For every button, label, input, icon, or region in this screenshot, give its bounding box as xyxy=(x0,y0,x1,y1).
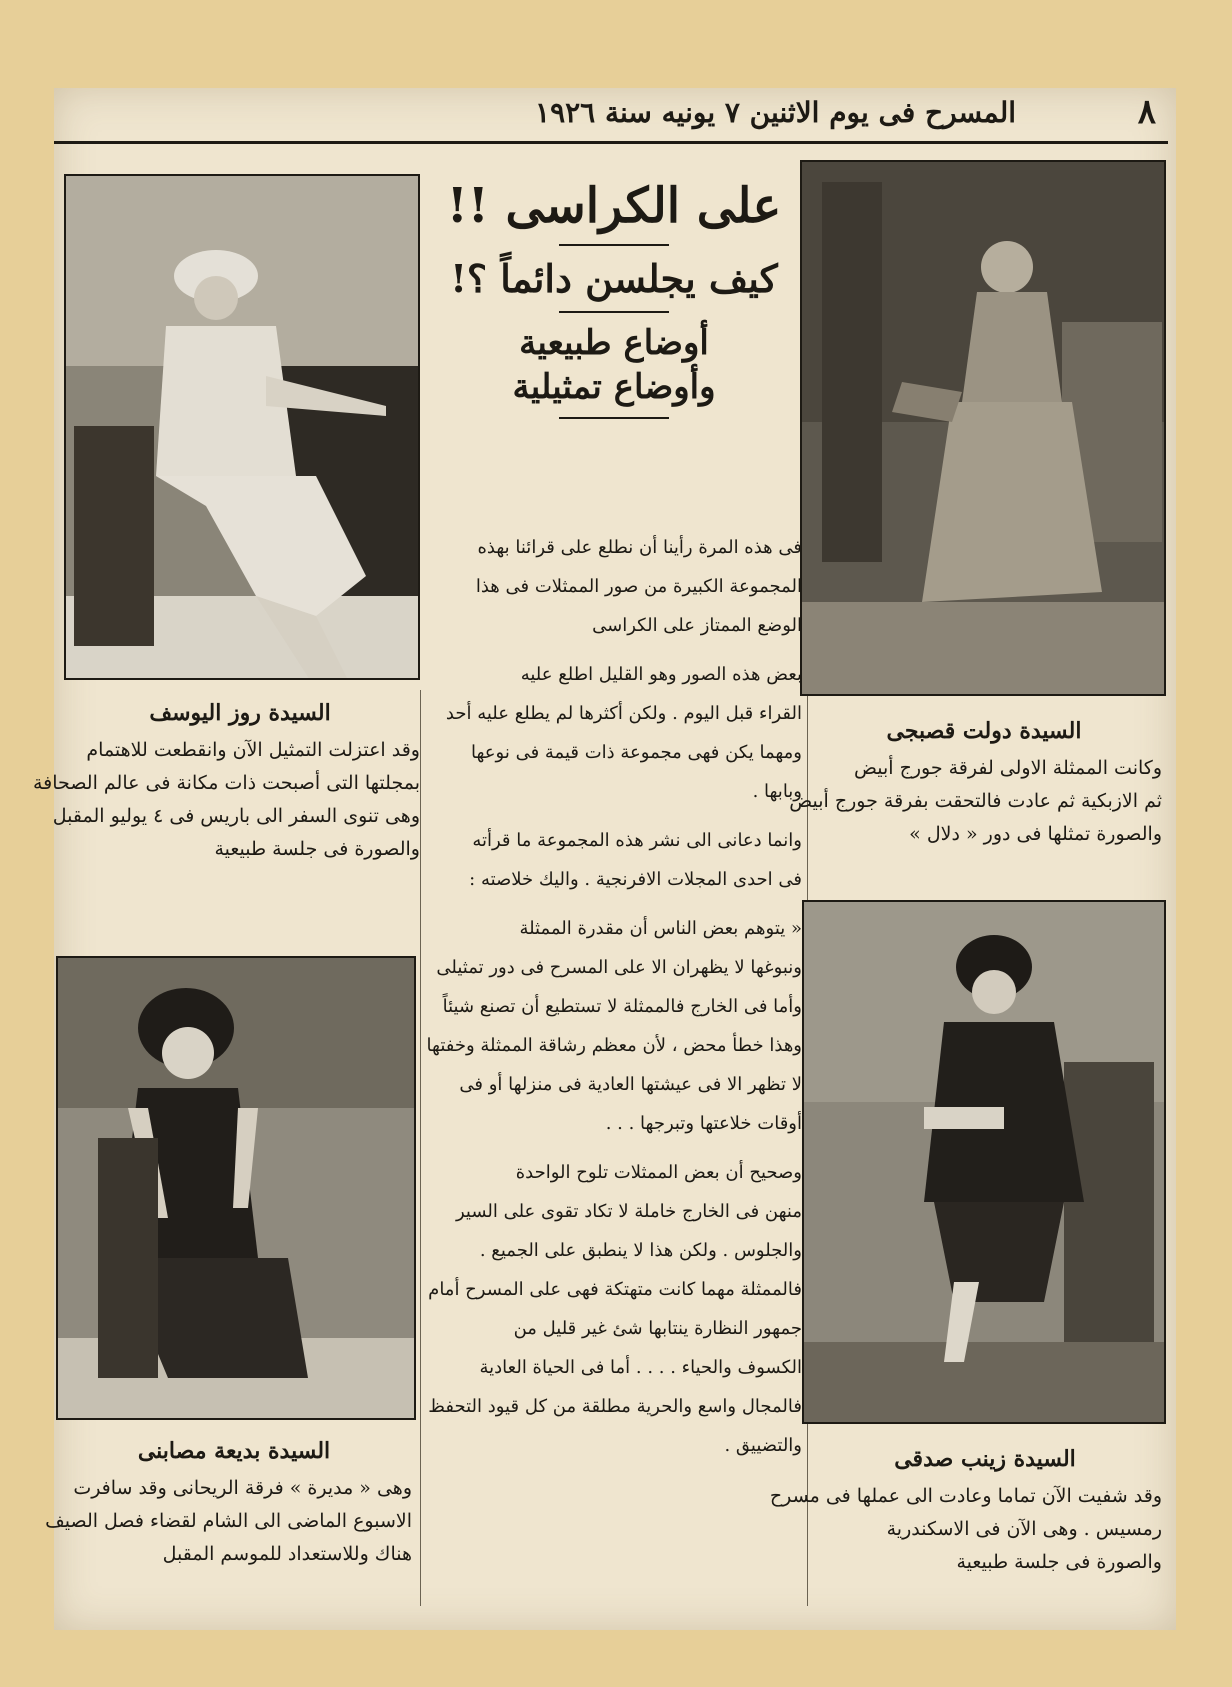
headline-separator xyxy=(559,417,669,419)
text-line: وبابها . xyxy=(752,781,802,802)
article-paragraph xyxy=(426,655,802,811)
caption-name: السيدة زينب صدقى xyxy=(894,1446,1076,1472)
text-line: والصورة فى جلسة طبيعية xyxy=(214,838,420,860)
text-line: وقد اعتزلت التمثيل الآن وانقطعت للاهتمام xyxy=(86,739,420,761)
article-subtitle-1: كيف يجلسن دائماً ؟! xyxy=(450,256,778,301)
page-header xyxy=(54,92,1166,140)
article-paragraph xyxy=(426,821,802,899)
text-line: والجلوس . ولكن هذا لا ينطبق على الجميع . xyxy=(479,1240,802,1261)
caption-text xyxy=(769,1480,1162,1579)
text-line: المجموعة الكبيرة من صور الممثلات فى هذا xyxy=(475,576,802,597)
text-line: وهذا خطأ محض ، لأن معظم رشاقة الممثلة وخفتها xyxy=(426,1035,802,1056)
text-line: بعض هذه الصور وهو القليل اطلع عليه xyxy=(520,664,802,685)
caption-dawlat-qasabji xyxy=(789,718,1162,851)
page-number: ٨ xyxy=(1137,92,1156,132)
text-line: هناك وللاستعداد للموسم المقبل xyxy=(162,1543,412,1565)
text-line: لا تظهر الا فى عيشتها العادية فى منزلها أو فى xyxy=(459,1074,802,1095)
caption-name: السيدة دولت قصبجى xyxy=(886,718,1082,744)
text-line: ثم الازبكية ثم عادت فالتحقت بفرقة جورج أبيض xyxy=(789,790,1162,812)
text-line: الوضع الممتاز على الكراسى xyxy=(592,615,802,636)
text-line: وصحيح أن بعض الممثلات تلوح الواحدة xyxy=(515,1162,802,1183)
column-rule-left xyxy=(420,690,421,1606)
text-line: ومهما يكن فهى مجموعة ذات قيمة فى نوعها xyxy=(471,742,802,763)
article-headline xyxy=(426,160,802,429)
text-line: جمهور النظارة ينتابها شئ غير قليل من xyxy=(513,1318,802,1339)
photo-zeinab-sedki xyxy=(802,900,1166,1424)
running-head: المسرح فى يوم الاثنين ٧ يونيه سنة ١٩٢٦ xyxy=(535,96,1016,129)
caption-text xyxy=(45,1472,412,1571)
text-line: فالمجال واسع والحرية مطلقة من كل قيود التحفظ xyxy=(428,1396,802,1417)
headline-separator xyxy=(559,311,669,313)
text-line: « يتوهم بعض الناس أن مقدرة الممثلة xyxy=(519,918,802,939)
caption-zeinab-sedki xyxy=(769,1446,1162,1579)
text-line: الاسبوع الماضى الى الشام لقضاء فصل الصيف xyxy=(45,1510,412,1532)
text-line: أوقات خلاعتها وتبرجها . . . xyxy=(605,1113,802,1134)
photo-dawlat-qasabji xyxy=(800,160,1166,696)
headline-separator xyxy=(559,244,669,246)
text-line: رمسيس . وهى الآن فى الاسكندرية xyxy=(886,1518,1162,1540)
text-line: منهن فى الخارج خاملة لا تكاد تقوى على السير xyxy=(455,1201,802,1222)
text-line: وهى « مديرة » فرقة الريحانى وقد سافرت xyxy=(73,1477,412,1499)
article-subtitle-3: وأوضاع تمثيلية xyxy=(512,367,716,407)
article-body xyxy=(426,528,802,1475)
text-line: فالممثلة مهما كانت متهتكة فهى على المسرح أمام xyxy=(428,1279,802,1300)
caption-name: السيدة بديعة مصابنى xyxy=(137,1438,331,1464)
text-line: وانما دعانى الى نشر هذه المجموعة ما قرأته xyxy=(472,830,802,851)
text-line: ونبوغها لا يظهران الا على المسرح فى دور تمثيلى xyxy=(436,957,802,978)
text-line: والصورة تمثلها فى دور « دلال » xyxy=(909,823,1162,845)
photo-rose-al-youssef xyxy=(64,174,420,680)
article-paragraph xyxy=(426,1153,802,1465)
text-line: القراء قبل اليوم . ولكن أكثرها لم يطلع عليه أحد xyxy=(445,703,802,724)
text-line: والتضييق . xyxy=(724,1435,802,1456)
photo-badia-masabni xyxy=(56,956,416,1420)
caption-rose-al-youssef xyxy=(33,700,420,866)
caption-text xyxy=(789,752,1162,851)
text-line: وكانت الممثلة الاولى لفرقة جورج أبيض xyxy=(853,757,1162,779)
caption-text xyxy=(33,734,420,866)
text-line: فى هذه المرة رأينا أن نطلع على قرائنا بهذه xyxy=(477,537,802,558)
text-line: وأما فى الخارج فالممثلة لا تستطيع أن تصنع شيئاً xyxy=(442,996,802,1017)
article-paragraph xyxy=(426,909,802,1143)
text-line: فى احدى المجلات الافرنجية . واليك خلاصته : xyxy=(469,869,802,890)
text-line: بمجلتها التى أصبحت ذات مكانة فى عالم الصحافة xyxy=(33,772,420,794)
header-rule xyxy=(54,141,1168,144)
caption-name: السيدة روز اليوسف xyxy=(149,700,331,726)
caption-badia-masabni xyxy=(45,1438,412,1571)
text-line: الكسوف والحياء . . . . أما فى الحياة العادية xyxy=(479,1357,802,1378)
article-paragraph xyxy=(426,528,802,645)
text-line: والصورة فى جلسة طبيعية xyxy=(956,1551,1162,1573)
article-title: على الكراسى !! xyxy=(446,178,782,234)
article-subtitle-2: أوضاع طبيعية xyxy=(519,323,709,363)
text-line: وقد شفيت الآن تماما وعادت الى عملها فى مسرح xyxy=(769,1485,1162,1507)
text-line: وهى تنوى السفر الى باريس فى ٤ يوليو المقبل xyxy=(52,805,420,827)
